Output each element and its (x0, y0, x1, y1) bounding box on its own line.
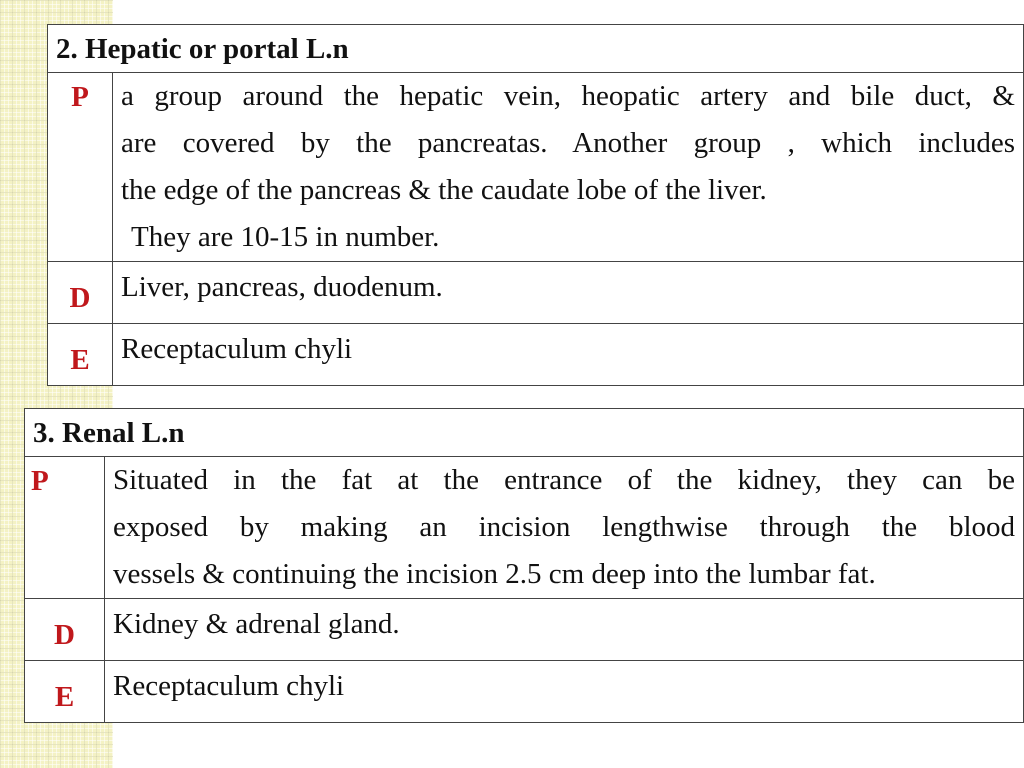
renal-efferent-text: Receptaculum chyli (105, 661, 1024, 723)
hepatic-drainage-text: Liver, pancreas, duodenum. (113, 262, 1024, 324)
hepatic-drainage-label: D (48, 262, 113, 324)
hepatic-efferent-label: E (48, 324, 113, 386)
hepatic-position-label: P (48, 73, 113, 262)
hepatic-position-line: They are 10-15 in number. (131, 221, 440, 253)
renal-position-text (105, 457, 1024, 599)
renal-table-title: 3. Renal L.n (25, 409, 1024, 457)
hepatic-position-text (113, 73, 1024, 262)
renal-drainage-label: D (25, 599, 105, 661)
renal-lymph-node-table (24, 408, 1024, 723)
renal-position-label: P (25, 457, 105, 599)
renal-drainage-text: Kidney & adrenal gland. (105, 599, 1024, 661)
hepatic-position-line: the edge of the pancreas & the caudate lobe of the liver. (121, 174, 767, 206)
renal-position-line: exposed by making an incision lengthwise through the blood (113, 511, 1015, 543)
hepatic-efferent-text: Receptaculum chyli (113, 324, 1024, 386)
renal-efferent-label: E (25, 661, 105, 723)
hepatic-position-line: a group around the hepatic vein, heopatic artery and bile duct, & (121, 80, 1015, 112)
renal-position-line: Situated in the fat at the entrance of the kidney, they can be (113, 464, 1015, 496)
renal-position-line: vessels & continuing the incision 2.5 cm deep into the lumbar fat. (113, 558, 876, 590)
hepatic-table-title: 2. Hepatic or portal L.n (48, 25, 1024, 73)
hepatic-position-line: are covered by the pancreatas. Another group , which includes (121, 127, 1015, 159)
hepatic-lymph-node-table (47, 24, 1024, 386)
